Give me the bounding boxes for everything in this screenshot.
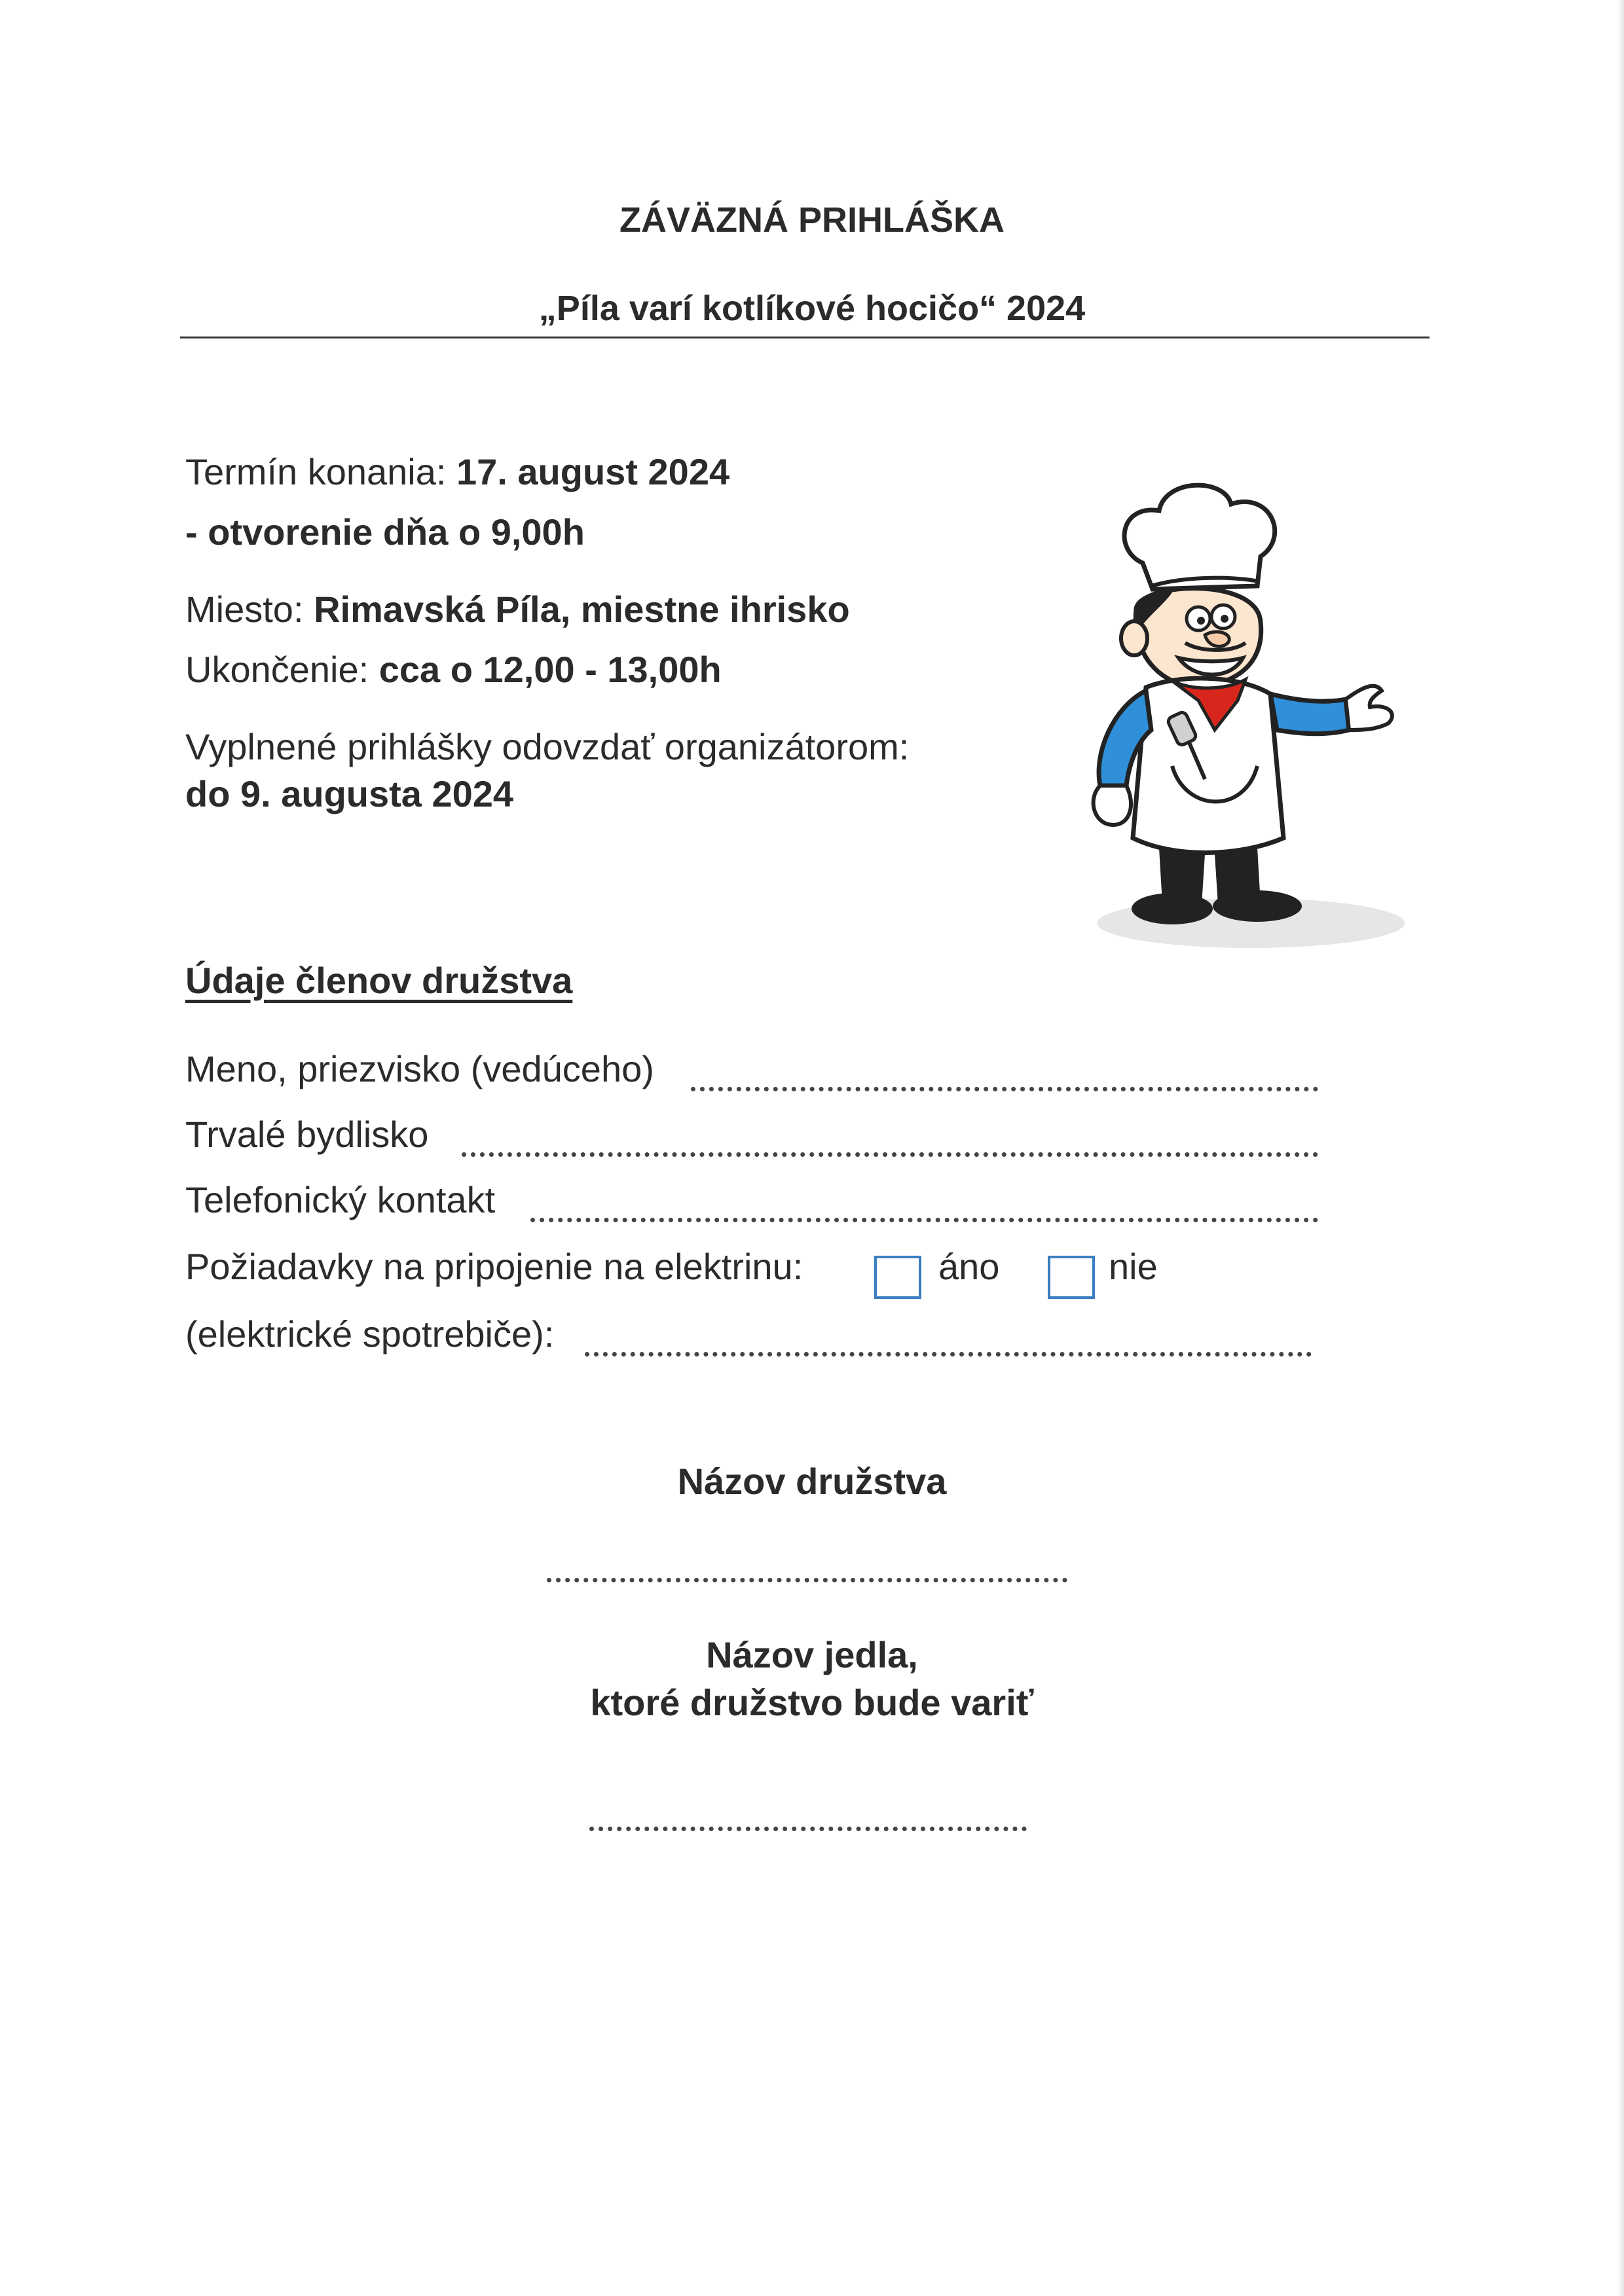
ukoncenie-label: Ukončenie: — [185, 649, 369, 690]
dish-name-field[interactable] — [589, 1827, 1027, 1831]
termin-value: 17. august 2024 — [456, 451, 730, 492]
phone-label: Telefonický kontakt — [185, 1179, 496, 1220]
electricity-no-checkbox[interactable] — [1048, 1256, 1095, 1299]
header-rule — [180, 337, 1430, 338]
termin-label: Termín konania: — [185, 451, 447, 492]
leader-name-field[interactable] — [691, 1087, 1318, 1091]
phone-field[interactable] — [530, 1218, 1318, 1222]
members-heading: Údaje členov družstva — [185, 960, 573, 1001]
miesto-row — [185, 588, 850, 630]
leader-name-label: Meno, priezvisko (vedúceho) — [185, 1048, 654, 1089]
termin-row — [185, 450, 729, 493]
address-label: Trvalé bydlisko — [185, 1114, 429, 1155]
form-title: ZÁVÄZNÁ PRIHLÁŠKA — [619, 200, 1005, 240]
team-name-label: Názov družstva — [677, 1461, 947, 1502]
ukoncenie-value: cca o 12,00 - 13,00h — [378, 649, 722, 690]
dish-label-line2: ktoré družstvo bude variť — [590, 1682, 1034, 1723]
page-edge-shadow — [1617, 0, 1624, 2296]
miesto-value: Rimavská Píla, miestne ihrisko — [314, 589, 850, 630]
miesto-label: Miesto: — [185, 589, 304, 630]
opening-text: - otvorenie dňa o 9,00h — [185, 511, 585, 553]
dish-label-line1: Názov jedla, — [706, 1634, 918, 1675]
event-name: „Píla varí kotlíkové hocičo“ 2024 — [538, 289, 1086, 328]
deadline-text: Vyplnené prihlášky odovzdať organizátorom: — [185, 726, 910, 767]
option-no-label: nie — [1109, 1246, 1158, 1287]
option-yes-label: áno — [938, 1246, 1000, 1287]
ukoncenie-row — [185, 648, 722, 691]
electricity-label: Požiadavky na pripojenie na elektrinu: — [185, 1246, 803, 1287]
electricity-yes-checkbox[interactable] — [874, 1256, 921, 1299]
deadline-row — [185, 773, 513, 815]
team-name-field[interactable] — [547, 1578, 1067, 1582]
appliances-label: (elektrické spotrebiče): — [185, 1313, 555, 1355]
opening-row — [185, 511, 585, 553]
appliances-field[interactable] — [585, 1352, 1312, 1357]
address-field[interactable] — [462, 1152, 1318, 1157]
chef-illustration — [1074, 471, 1414, 956]
deadline-value: do 9. augusta 2024 — [185, 773, 514, 814]
